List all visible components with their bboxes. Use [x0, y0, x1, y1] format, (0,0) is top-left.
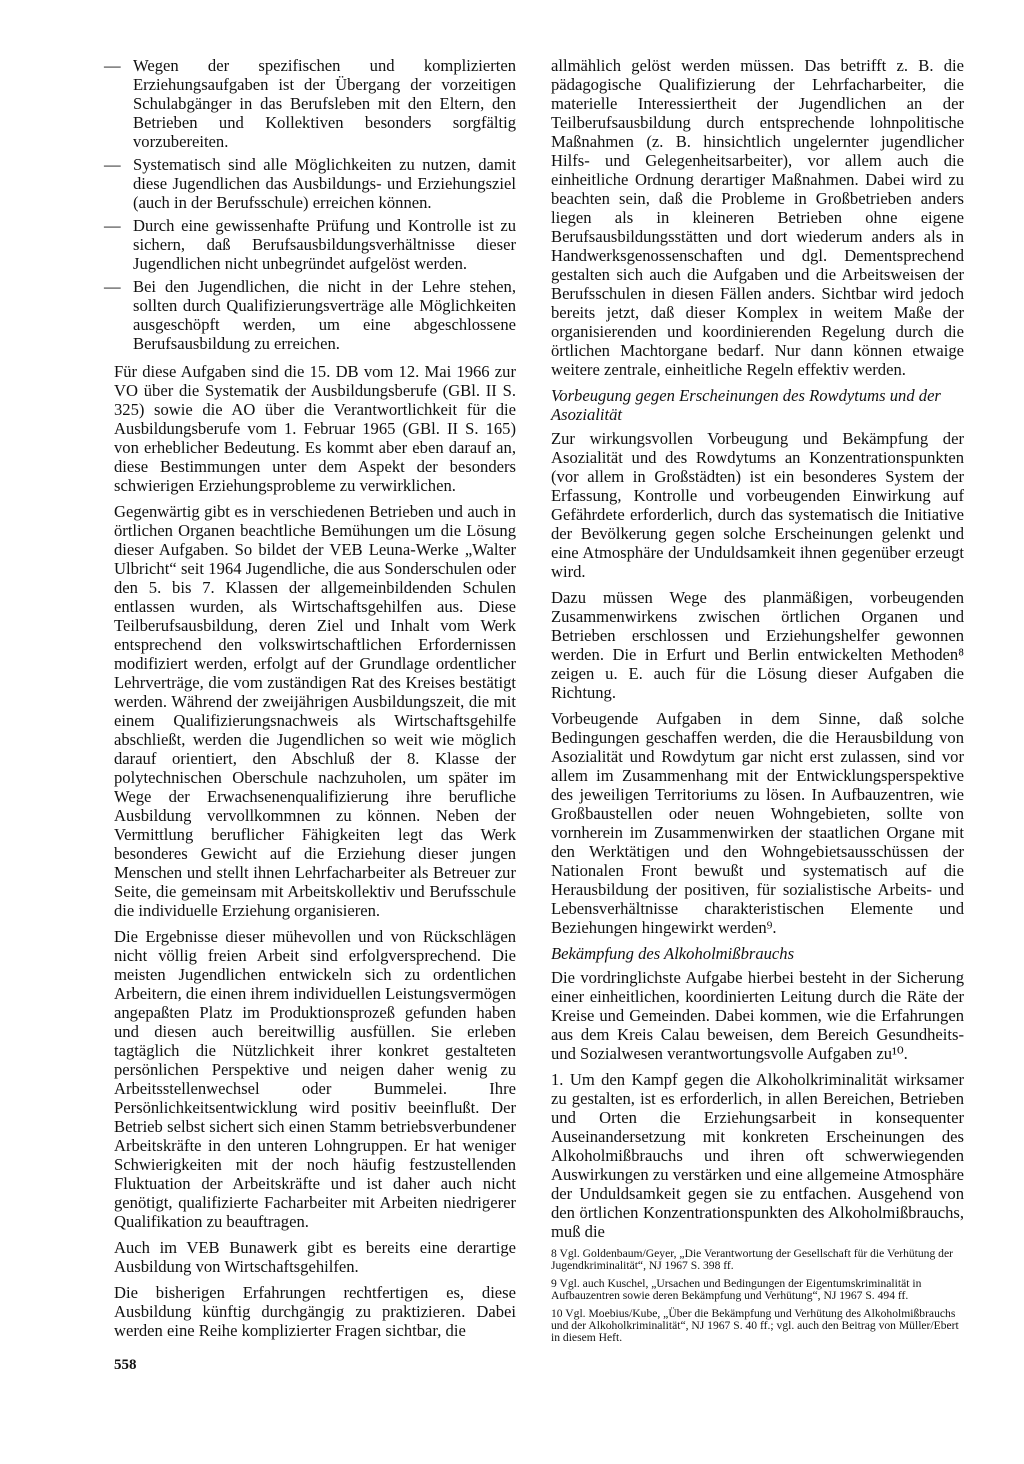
list-item: — Bei den Jugendlichen, die nicht in der Lehre stehen, sollten durch Qualifizierungsverträge alle Möglichkeiten ausgeschöpft werden, um eine abgeschlossene Berufsausbildung zu erreichen. — [114, 277, 516, 353]
footnotes — [551, 1248, 964, 1345]
paragraph: Die vordringlichste Aufgabe hierbei besteht in der Sicherung einer einheitlichen, koordinierten Leitung durch die Räte der Kreise und Gemeinden. Dabei kommen, wie die Erfahrungen aus dem Kreis Calau beweisen, dem Bereich Gesundheits- und Sozialwesen verantwortungsvolle Aufgaben zu¹⁰. — [551, 968, 964, 1063]
paragraph: Auch im VEB Bunawerk gibt es bereits eine derartige Ausbildung von Wirtschaftsgehilfen. — [114, 1238, 516, 1276]
section-heading: Bekämpfung des Alkoholmißbrauchs — [551, 944, 795, 963]
paragraph: Vorbeugende Aufgaben in dem Sinne, daß solche Bedingungen geschaffen werden, die die Herausbildung von Asozialität und Rowdytum gar nicht erst zulassen, sind vor allem im Zusammenhang mit der Entwicklungsperspektive des jeweiligen Territoriums zu lösen. In Aufbauzentren, wie Großbaustellen oder neuen Wohngebieten, sollte von vornherein im Zusammenwirken der staatlichen Organe mit den Werktätigen und den Wohngebietsausschüssen der Nationalen Front bewußt und systematisch auf die Herausbildung der positiven, für sozialistische Arbeits- und Lebensverhältnisse charakteristischen Elemente und Beziehungen hingewirkt werden⁹. — [551, 709, 964, 937]
paragraph: Gegenwärtig gibt es in verschiedenen Betrieben und auch in örtlichen Organen beachtliche Bemühungen um die Lösung dieser Aufgaben. So bildet der VEB Leuna-Werke „Walter Ulbricht“ seit 1964 Jugendliche, die aus Sonderschulen oder den 5. bis 7. Klassen der allgemeinbildenden Schulen entlassen wurden, als Wirtschaftsgehilfen aus. Diese Teilberufsausbildung, deren Ziel und Inhalt vom Werk entsprechend den volkswirtschaftlichen Erfordernissen modifiziert werden, erfolgt auf der Grundlage ordentlicher Lehrverträge, die vom zuständigen Rat des Kreises bestätigt werden. Während der zweijährigen Ausbildungszeit, die mit einem Qualifizierungsnachweis als Wirtschaftsgehilfe abschließt, werden die Jugendlichen so weit wie möglich darauf orientiert, den Abschluß der 8. Klasse der polytechnischen Oberschule nachzuholen, um später im Wege der Erwachsenenqualifizierung ihre berufliche Ausbildung vervollkommnen zu können. Neben der Vermittlung beruflicher Fähigkeiten legt das Werk besonderes Gewicht auf die Erziehung dieser jungen Menschen und stellt ihnen Lehrfacharbeiter als Betreuer zur Seite, die gemeinsam mit Arbeitskollektiv und Berufsschule die individuelle Erziehung organisieren. — [114, 502, 516, 920]
dash-list — [114, 56, 516, 353]
paragraph: Für diese Aufgaben sind die 15. DB vom 12. Mai 1966 zur VO über die Systematik der Ausbildungsberufe (GBl. II S. 325) sowie die AO über die Verantwortlichkeit für die Ausbildungsberufe vom 1. Februar 1965 (GBl. II S. 165) von erheblicher Bedeutung. Es kommt aber eben darauf an, diese Bestimmungen unter dem Aspekt der besonders schwierigen Erziehungsprobleme zu verwirklichen. — [114, 362, 516, 495]
footnote: 10 Vgl. Moebius/Kube, „Über die Bekämpfung und Verhütung des Alkoholmißbrauchs und der Alkoholkriminalität“, NJ 1967 S. 40 ff.; vgl. auch den Beitrag von Müller/Ebert in diesem Heft. — [551, 1306, 959, 1345]
footnote: 8 Vgl. Goldenbaum/Geyer, „Die Verantwortung der Gesellschaft für die Verhütung der Jugendkriminalität“, NJ 1967 S. 398 ff. — [551, 1247, 953, 1273]
paragraph: Die Ergebnisse dieser mühevollen und von Rückschlägen nicht völlig freien Arbeit sind erfolgversprechend. Die meisten Jugendlichen entwickeln sich zu ordentlichen Arbeitern, die einen ihrem individuellen Leistungsvermögen angepaßten Platz im Produktionsprozeß gefunden haben und diesen auch bereitwillig ausfüllen. Sie erleben tagtäglich die Nützlichkeit ihrer konkret gestalteten persönlichen Perspektive und neigen daher wenig zu Arbeitsstellenwechsel oder Bummelei. Ihre Persönlichkeitsentwicklung wird positiv beeinflußt. Der Betrieb selbst sichert sich einen Stamm betriebsverbundener Arbeitskräfte in den unteren Lohngruppen. Er hat weniger Schwierigkeiten mit der noch häufig festzustellenden Fluktuation der Arbeitskräfte und ist daher auch nicht genötigt, qualifizierte Facharbeiter mit Arbeiten niedrigerer Qualifikation zu beauftragen. — [114, 927, 516, 1231]
left-column — [114, 56, 516, 1347]
list-item: — Durch eine gewissenhafte Prüfung und Kontrolle ist zu sichern, daß Berufsausbildungsverhältnisse dieser Jugendlichen nicht unbegründet aufgelöst werden. — [114, 216, 516, 273]
footnote: 9 Vgl. auch Kuschel, „Ursachen und Bedingungen der Eigentumskriminalität in Aufbauzentren sowie deren Bekämpfung und Verhütung“, NJ 1967 S. 494 ff. — [551, 1276, 922, 1303]
section-heading: Vorbeugung gegen Erscheinungen des Rowdytums und der Asozialität — [551, 386, 941, 424]
right-column — [551, 56, 964, 1350]
paragraph: 1. Um den Kampf gegen die Alkoholkriminalität wirksamer zu gestalten, ist es erforderlich, in allen Bereichen, Betrieben und Orten die Erziehungsarbeit in konsequenter Auseinandersetzung mit konkreten Erscheinungen des Alkoholmißbrauchs und ihren oft schwerwiegenden Auswirkungen zu verstärken und eine allgemeine Atmosphäre der Unduldsamkeit gegen sie zu entfachen. Ausgehend von den örtlichen Konzentrationspunkten des Alkoholmißbrauchs, muß die — [551, 1070, 964, 1241]
paragraph: Zur wirkungsvollen Vorbeugung und Bekämpfung der Asozialität und des Rowdytums an Konzentrationspunkten (vor allem in Großstädten) ist ein besonderes System der Erfassung, Kontrolle und vorbeugenden Einwirkung auf Gefährdete erforderlich, durch das systematisch die Initiative der Bevölkerung gegen solche Erscheinungen gelenkt und eine Atmosphäre der Unduldsamkeit ihnen gegenüber erzeugt wird. — [551, 429, 964, 581]
list-item: — Wegen der spezifischen und komplizierten Erziehungsaufgaben ist der Übergang der vorzeitigen Schulabgänger in das Berufsleben mit den Eltern, den Betrieben und Kollektiven besonders sorgfältig vorzubereiten. — [114, 56, 516, 151]
list-item: — Systematisch sind alle Möglichkeiten zu nutzen, damit diese Jugendlichen das Ausbildungs- und Erziehungsziel (auch in der Berufsschule) erreichen können. — [114, 155, 516, 212]
page-number: 558 — [114, 1357, 137, 1373]
paragraph: Dazu müssen Wege des planmäßigen, vorbeugenden Zusammenwirkens zwischen örtlichen Organen und Betrieben erschlossen und Erziehungshelfer gewonnen werden. Die in Erfurt und Berlin entwickelten Methoden⁸ zeigen u. E. auch für die Lösung dieser Aufgaben die Richtung. — [551, 588, 964, 702]
paragraph: allmählich gelöst werden müssen. Das betrifft z. B. die pädagogische Qualifizierung der Lehrfacharbeiter, die materielle Interessiertheit der Jugendlichen an der Teilberufsausbildung durch entsprechende lohnpolitische Maßnahmen (z. B. hinsichtlich ungelernter jugendlicher Hilfs- und Gelegenheitsarbeiter), vor allem auch die einheitliche Ordnung derartiger Maßnahmen. Dabei wird zu beachten sein, daß die Probleme in Großbetrieben anders liegen als in kleineren Betrieben ohne eigene Berufsausbildungsstätten und dort wiederum anders als in Handwerksgenossenschaften und dgl. Dementsprechend gestalten sich auch die Aufgaben und die Arbeitsweisen der Berufsschulen in diesen Fällen anders. Sichtbar wird jedoch bereits jetzt, daß dieser Komplex in weitem Maße der organisierenden und koordinierenden Regelung durch die örtlichen Machtorgane bedarf. Nur dann können etwaige weitere zentrale, einheitliche Regeln effektiv werden. — [551, 56, 964, 379]
paragraph: Die bisherigen Erfahrungen rechtfertigen es, diese Ausbildung künftig durchgängig zu praktizieren. Dabei werden eine Reihe komplizierter Fragen sichtbar, die — [114, 1283, 516, 1340]
